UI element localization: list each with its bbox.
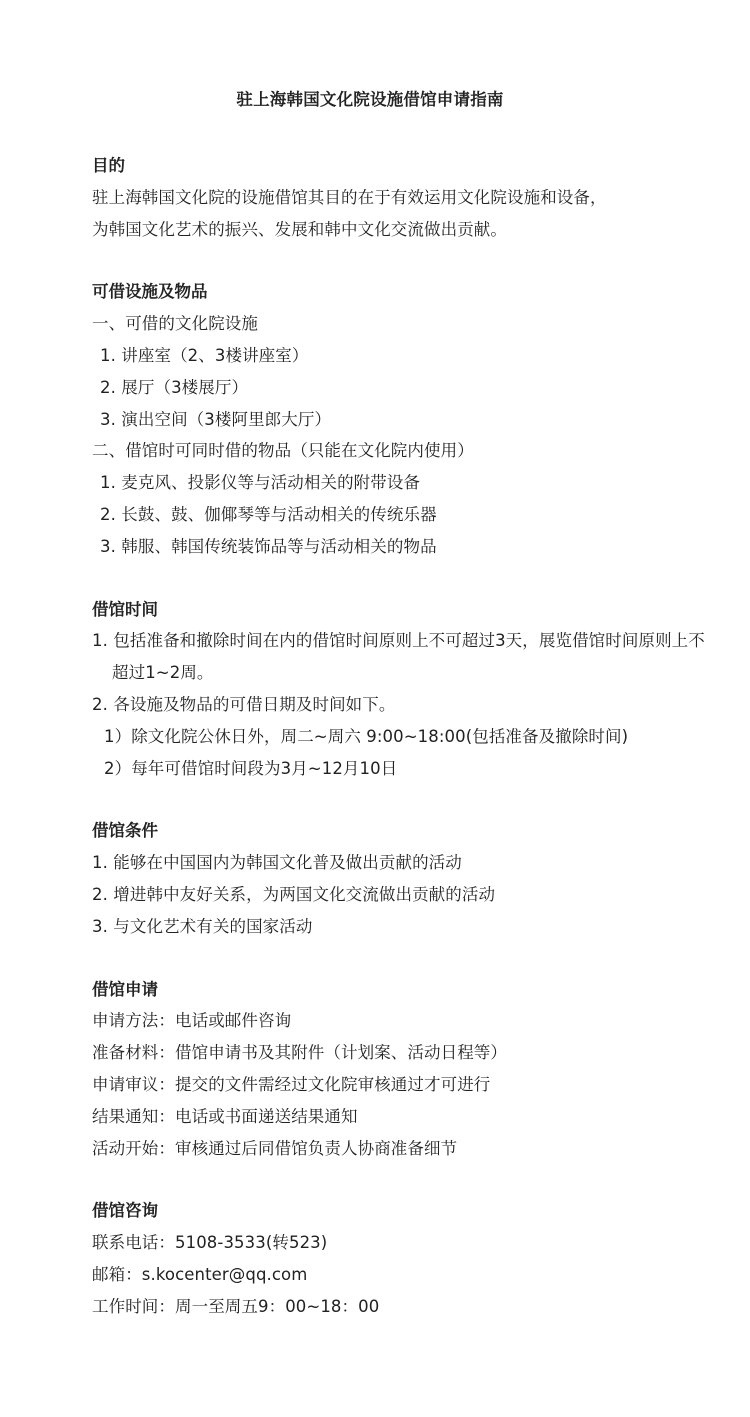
section-heading-rental-application: 借馆申请	[92, 979, 158, 999]
facility-item: 2. 展厅（3楼展厅）	[100, 377, 249, 397]
condition-item: 2. 增进韩中友好关系，为两国文化交流做出贡献的活动	[92, 884, 496, 904]
facility-item: 1. 讲座室（2、3楼讲座室）	[100, 345, 309, 365]
section-available-items	[92, 276, 712, 562]
section-heading-rental-conditions: 借馆条件	[92, 821, 158, 841]
section-rental-inquiry	[92, 1195, 712, 1322]
condition-item: 3. 与文化艺术有关的国家活动	[92, 916, 313, 936]
contact-hours: 工作时间：周一至周五9：00~18：00	[92, 1296, 380, 1316]
application-step: 结果通知：电话或书面递送结果通知	[92, 1106, 358, 1126]
section-rental-application	[92, 974, 712, 1165]
contact-email: 邮箱：s.kocenter@qq.com	[92, 1264, 308, 1284]
application-step: 活动开始：审核通过后同借馆负责人协商准备细节	[92, 1138, 458, 1158]
document-title: 驻上海韩国文化院设施借馆申请指南	[236, 90, 504, 109]
section-heading-rental-inquiry: 借馆咨询	[92, 1201, 158, 1221]
rental-time-item: 2. 各设施及物品的可借日期及时间如下。	[92, 694, 396, 714]
section-rental-conditions	[92, 815, 712, 942]
condition-item: 1. 能够在中国国内为韩国文化普及做出贡献的活动	[92, 853, 462, 873]
facility-item: 3. 演出空间（3楼阿里郎大厅）	[100, 409, 332, 429]
facilities-group-title: 一、可借的文化院设施	[92, 314, 258, 334]
section-purpose	[92, 150, 712, 245]
rental-time-sub-item: 1）除文化院公休日外，周二~周六 9:00~18:00(包括准备及撤除时间)	[104, 726, 629, 746]
guide-content	[92, 150, 712, 1354]
purpose-line: 为韩国文化艺术的振兴、发展和韩中文化交流做出贡献。	[92, 219, 507, 239]
rental-time-sub-item: 2）每年可借馆时间段为3月~12月10日	[104, 758, 398, 778]
equipment-item: 2. 长鼓、鼓、伽倻琴等与活动相关的传统乐器	[100, 504, 437, 524]
section-heading-purpose: 目的	[92, 156, 125, 175]
application-step: 准备材料：借馆申请书及其附件（计划案、活动日程等）	[92, 1043, 507, 1063]
equipment-item: 3. 韩服、韩国传统装饰品等与活动相关的物品	[100, 536, 437, 556]
equipment-group-title: 二、借馆时可同时借的物品（只能在文化院内使用）	[92, 441, 474, 461]
section-heading-rental-time: 借馆时间	[92, 599, 158, 619]
purpose-line: 驻上海韩国文化院的设施借馆其目的在于有效运用文化院设施和设备，	[92, 187, 607, 207]
application-step: 申请审议：提交的文件需经过文化院审核通过才可进行	[92, 1074, 491, 1094]
contact-phone: 联系电话：5108-3533(转523)	[92, 1233, 328, 1253]
application-step: 申请方法：电话或邮件咨询	[92, 1011, 292, 1031]
rental-time-item: 1. 包括准备和撤除时间在内的借馆时间原则上不可超过3天，展览借馆时间原则上不超过1~2周。	[92, 631, 705, 683]
section-heading-available-items: 可借设施及物品	[92, 282, 208, 302]
section-rental-time	[92, 594, 712, 785]
equipment-item: 1. 麦克风、投影仪等与活动相关的附带设备	[100, 473, 421, 493]
